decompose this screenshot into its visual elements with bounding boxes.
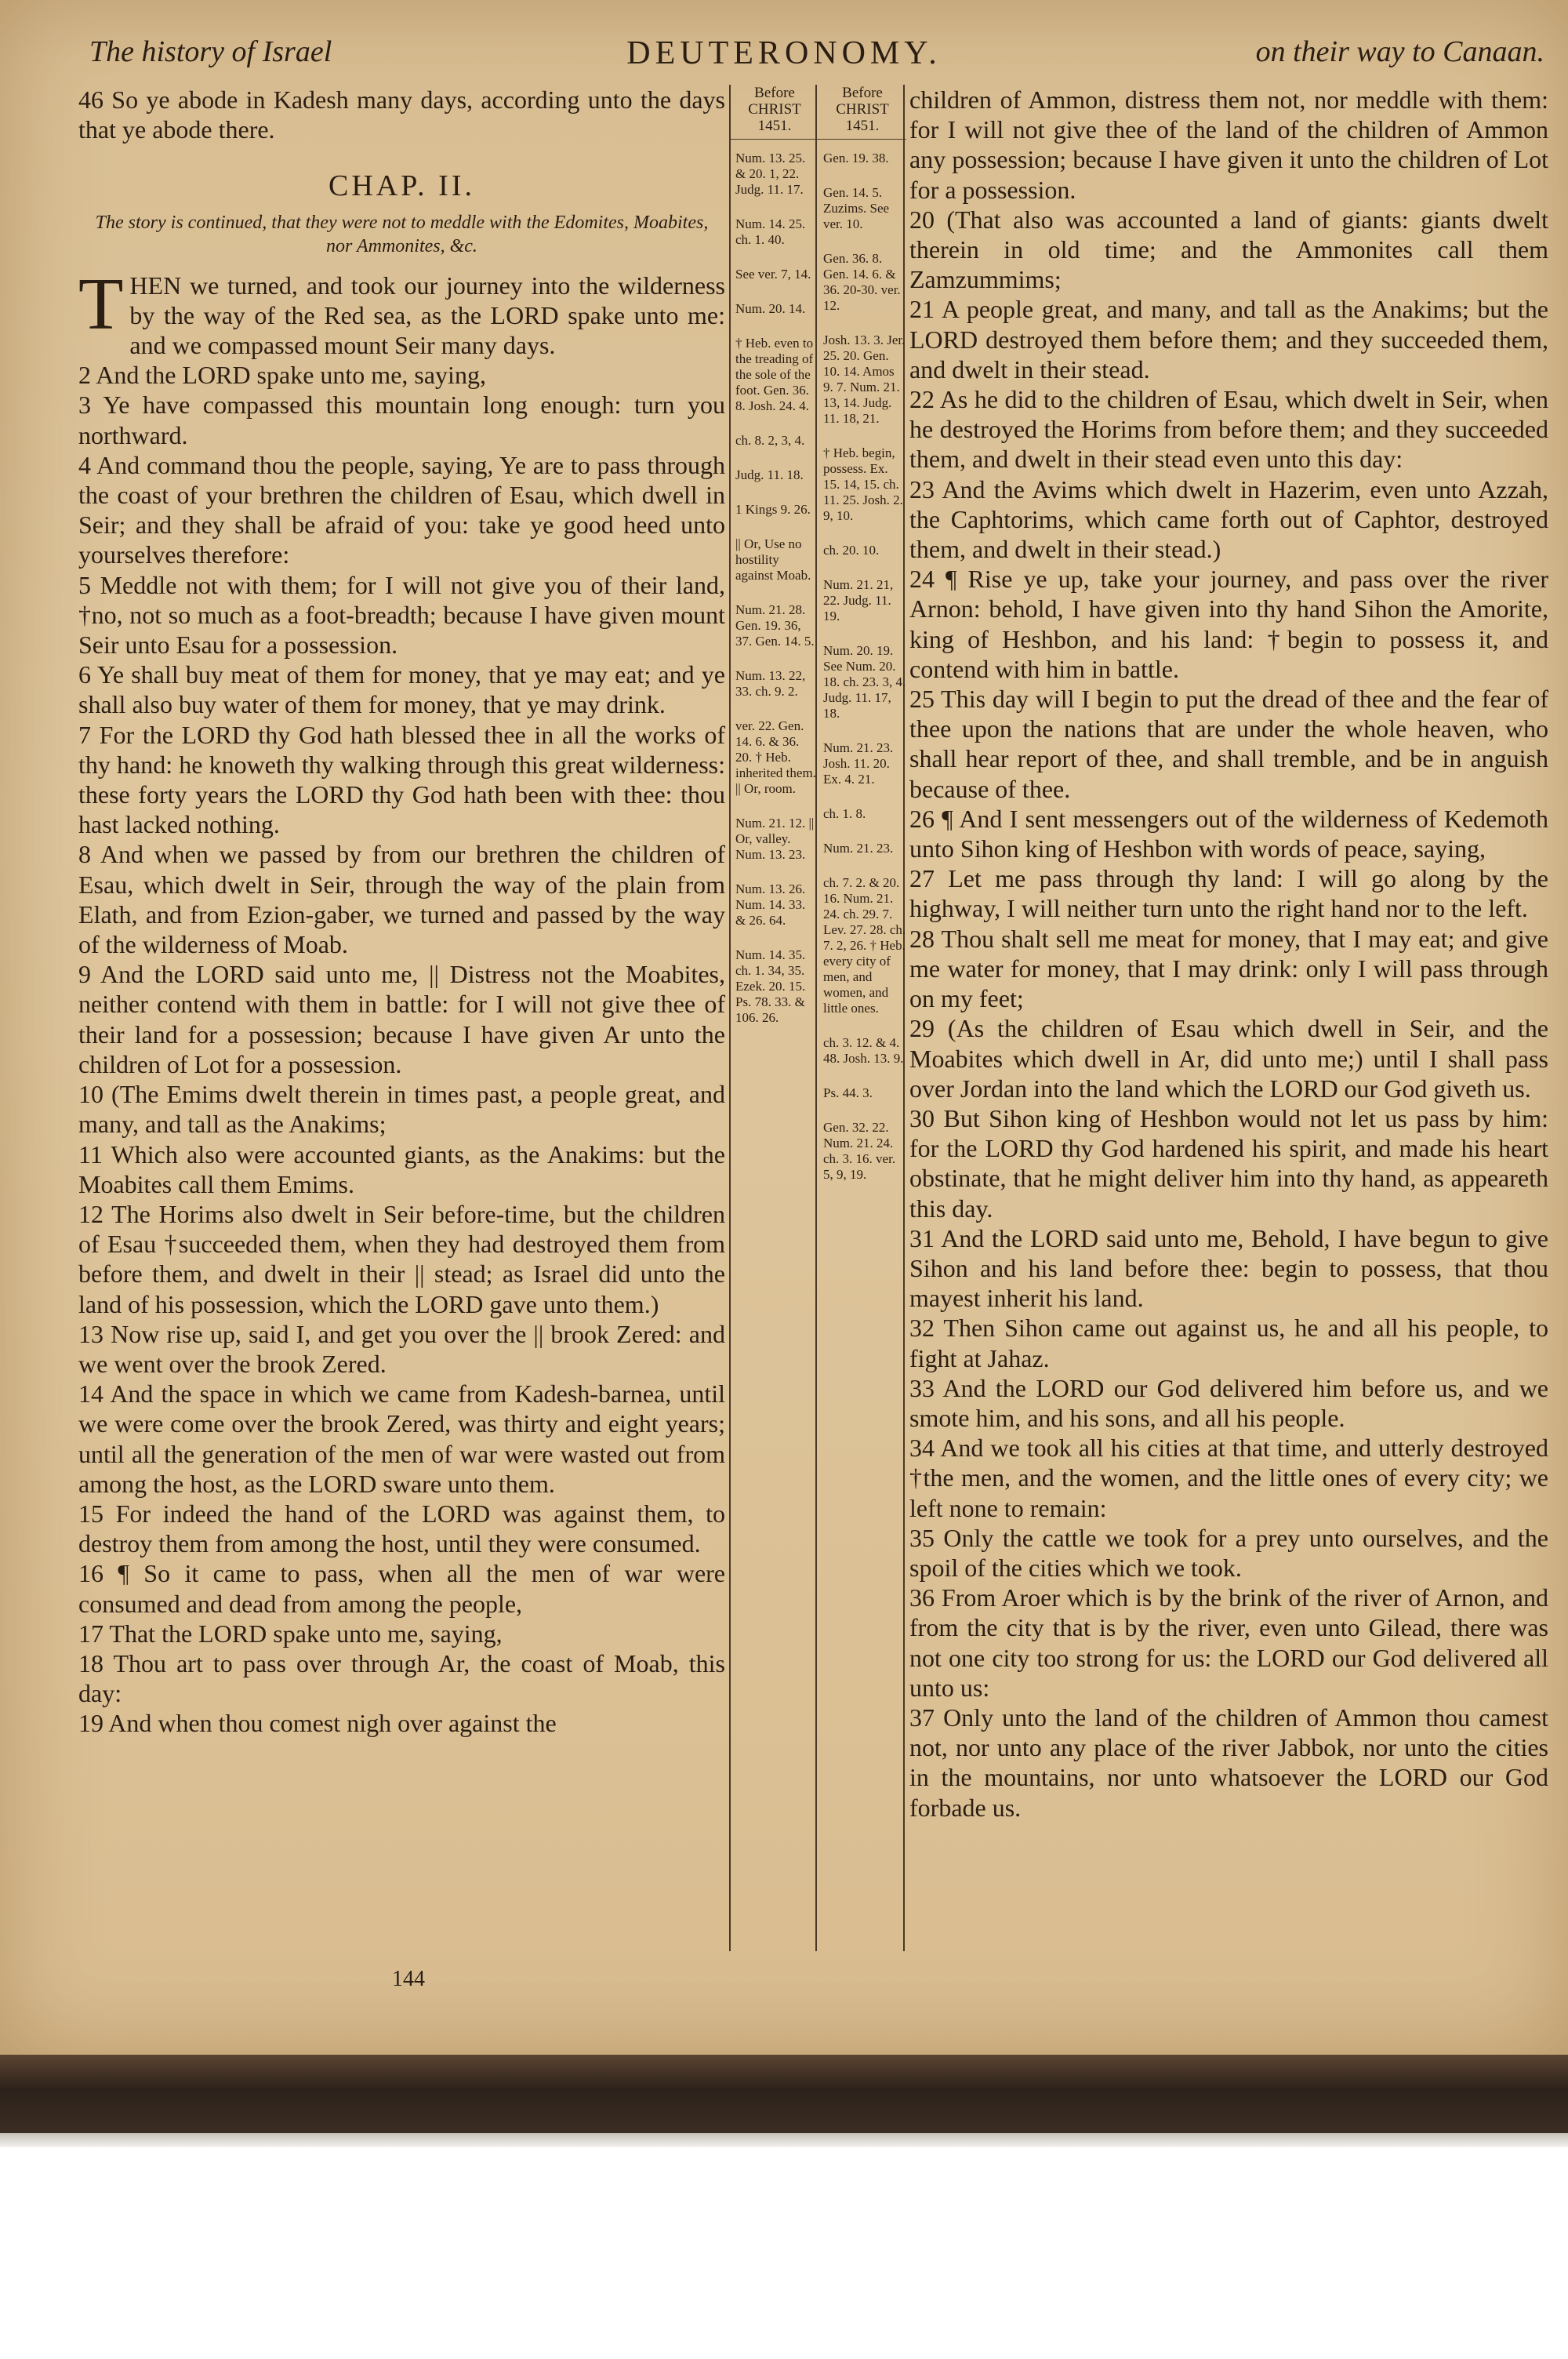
verse: 16 ¶ So it came to pass, when all the men of war were consumed and dead from among the people,	[78, 1559, 725, 1618]
verse: 37 Only unto the land of the children of Ammon thou camest not, nor unto any place of the river Jabbok, nor unto the cities in the mountains, nor unto whatsoever the LORD our God forbade us.	[909, 1703, 1548, 1822]
margin-note: ch. 7. 2. & 20. 16. Num. 21. 24. ch. 29. 7. Lev. 27. 28. ch. 7. 2, 26. † Heb. every city of men, and women, and little ones.	[823, 875, 906, 1016]
margin-note: Num. 13. 22, 33. ch. 9. 2.	[735, 668, 806, 699]
margin-note: Num. 21. 23. Josh. 11. 20. Ex. 4. 21.	[823, 740, 894, 787]
margin-note: 1 Kings 9. 26.	[735, 502, 811, 517]
margin-note: Gen. 14. 5. Zuzims. See ver. 10.	[823, 185, 890, 231]
verse: 27 Let me pass through thy land: I will go along by the highway, I will neither turn unto the right hand nor to the left.	[909, 864, 1548, 923]
margin-note: Num. 21. 21, 22. Judg. 11. 19.	[823, 577, 894, 623]
verse: 29 (As the children of Esau which dwell in Seir, and the Moabites which dwell in Ar, did unto me;) until I shall pass over Jordan into the land which the LORD our God giveth us.	[909, 1014, 1548, 1103]
margin-note: Num. 21. 12. || Or, valley. Num. 13. 23.	[735, 816, 815, 862]
margin-note: Gen. 19. 38.	[823, 151, 889, 165]
margin-note: Gen. 32. 22. Num. 21. 24. ch. 3. 16. ver. 5, 9, 19.	[823, 1120, 896, 1182]
verse: 19 And when thou comest nigh over against the	[78, 1709, 557, 1738]
margin-note: || Or, Use no hostility against Moab.	[735, 536, 811, 583]
margin-note: See ver. 7, 14.	[735, 267, 811, 282]
margin-note: † Heb. even to the treading of the sole of the foot. Gen. 36. 8. Josh. 24. 4.	[735, 336, 814, 413]
header-left: The history of Israel	[89, 35, 332, 68]
verse: 12 The Horims also dwelt in Seir before-time, but the children of Esau †succeeded them, when they had destroyed them from before them, and dwelt in their || stead; as Israel did unto the land of his possession, which the LORD gave unto them.)	[78, 1199, 725, 1318]
verse: 2 And the LORD spake unto me, saying,	[78, 361, 486, 390]
verse: 32 Then Sihon came out against us, he and all his people, to fight at Jahaz.	[909, 1314, 1548, 1372]
margin-note: ch. 3. 12. & 4. 48. Josh. 13. 9.	[823, 1035, 904, 1066]
margin-note: ch. 8. 2, 3, 4.	[735, 433, 805, 448]
margin-note: Num. 21. 23.	[823, 841, 894, 856]
margin-note: Gen. 36. 8. Gen. 14. 6. & 36. 20-30. ver. 12.	[823, 251, 901, 313]
verse: 34 And we took all his cities at that time, and utterly destroyed †the men, and the women, and the little ones of every city; we left none to remain:	[909, 1434, 1548, 1522]
verse: 13 Now rise up, said I, and get you over the || brook Zered: and we went over the brook Zered.	[78, 1319, 725, 1378]
verse: 3 Ye have compassed this mountain long enough: turn you northward.	[78, 391, 725, 449]
margin-note: ver. 22. Gen. 14. 6. & 36. 20. † Heb. inherited them. || Or, room.	[735, 718, 816, 796]
verse-1-text: HEN we turned, and took our journey into the wilderness by the way of the Red sea, as the LORD spake unto me: and we compassed mount Seir many days.	[129, 271, 725, 360]
verse: 21 A people great, and many, and tall as the Anakims; but the LORD destroyed them before them; and they succeeded them, and dwelt in their stead.	[909, 295, 1548, 383]
margin-note: Num. 20. 19. See Num. 20. 18. ch. 23. 3, 4. Judg. 11. 17, 18.	[823, 643, 906, 721]
marginal-references-b	[818, 85, 906, 1201]
verse: 8 And when we passed by from our brethren the children of Esau, which dwelt in Seir, through the way of the plain from Elath, and from Ezion-gaber, we turned and passed by the way of the wilderness of Moab.	[78, 840, 725, 959]
verse: 18 Thou art to pass over through Ar, the coast of Moab, this day:	[78, 1648, 725, 1708]
marginal-references-a	[731, 85, 818, 1045]
margin-note: Num. 21. 28. Gen. 19. 36, 37. Gen. 14. 5.	[735, 602, 815, 649]
verse-1	[78, 263, 725, 361]
page-number: 144	[392, 1967, 425, 1991]
verse: 30 But Sihon king of Heshbon would not let us pass by him: for the LORD thy God hardened his spirit, and made his heart obstinate, that he might deliver him into thy hand, as appeareth this day.	[909, 1103, 1548, 1223]
margin-note: Num. 20. 14.	[735, 301, 806, 316]
verse: 15 For indeed the hand of the LORD was against them, to destroy them from among the host, until they were consumed.	[78, 1499, 725, 1558]
verse: 5 Meddle not with them; for I will not give you of their land, †no, not so much as a foot-breadth; because I have given mount Seir unto Esau for a possession.	[78, 570, 725, 660]
verse: 46 So ye abode in Kadesh many days, according unto the days that ye abode there.	[78, 85, 725, 144]
verse: 31 And the LORD said unto me, Behold, I have begun to give Sihon and his land before thee: begin to possess, that thou mayest inherit his land.	[909, 1223, 1548, 1313]
margin-note: † Heb. begin, possess. Ex. 15. 14, 15. ch. 11. 25. Josh. 2. 9, 10.	[823, 445, 903, 523]
verse: 25 This day will I begin to put the dread of thee and the fear of thee upon the nations that are under the whole heaven, who shall hear report of thee, and shall tremble, and be in anguish because of thee.	[909, 685, 1548, 803]
verse: 24 ¶ Rise ye up, take your journey, and pass over the river Arnon: behold, I have given into thy hand Sihon the Amorite, king of Heshbon, and his land: †begin to possess it, and contend with him in battle.	[909, 565, 1548, 683]
verse: children of Ammon, distress them not, nor meddle with them: for I will not give thee of the land of the children of Ammon any possession; because I have given it unto the children of Lot for a possession.	[909, 85, 1548, 204]
right-text-column	[909, 85, 1548, 1823]
running-header	[0, 35, 1568, 82]
chapter-title: CHAP. II.	[328, 169, 475, 203]
verse: 33 And the LORD our God delivered him before us, and we smote him, and his sons, and all his people.	[909, 1373, 1548, 1432]
verse: 11 Which also were accounted giants, as the Anakims: but the Moabites call them Emims.	[78, 1140, 725, 1198]
verse: 26 ¶ And I sent messengers out of the wilderness of Kedemoth unto Sihon king of Heshbon with words of peace, saying,	[909, 804, 1548, 863]
verse: 4 And command thou the people, saying, Ye are to pass through the coast of your brethren the children of Esau, which dwell in Seir; and they shall be afraid of you: take ye good heed unto yourselves therefore:	[78, 450, 725, 569]
margin-note: ch. 1. 8.	[823, 806, 866, 821]
margin-note: Josh. 13. 3. Jer. 25. 20. Gen. 10. 14. Amos 9. 7. Num. 21. 13, 14. Judg. 11. 18, 21.	[823, 333, 906, 426]
book-binding-edge	[0, 2055, 1568, 2133]
verse: 6 Ye shall buy meat of them for money, that ye may eat; and ye shall also buy water of them for money, that ye may drink.	[78, 660, 725, 719]
before-christ-date: Before CHRIST 1451.	[818, 85, 906, 140]
margin-note: Num. 14. 25. ch. 1. 40.	[735, 216, 806, 247]
verse: 28 Thou shalt sell me meat for money, that I may eat; and give me water for money, that I may drink: only I will pass through on my feet;	[909, 924, 1548, 1013]
verse: 14 And the space in which we came from Kadesh-barnea, until we were come over the brook Zered, was thirty and eight years; until all the generation of the men of war were wasted out from among the host, as the LORD sware unto them.	[78, 1379, 725, 1498]
verse: 7 For the LORD thy God hath blessed thee in all the works of thy hand: he knoweth thy walking through this great wilderness: these forty years the LORD thy God hath been with thee: thou hast lacked nothing.	[78, 720, 725, 839]
before-christ-date: Before CHRIST 1451.	[731, 85, 818, 140]
header-book-title: DEUTERONOMY.	[626, 35, 942, 71]
verse: 35 Only the cattle we took for a prey unto ourselves, and the spoil of the cities which we took.	[909, 1523, 1548, 1582]
margin-note: Num. 14. 35. ch. 1. 34, 35. Ezek. 20. 15. Ps. 78. 33. & 106. 26.	[735, 947, 806, 1025]
margin-note: Judg. 11. 18.	[735, 467, 804, 482]
margin-note: Num. 13. 25. & 20. 1, 22. Judg. 11. 17.	[735, 151, 806, 197]
chapter-summary: The story is continued, that they were not to meddle with the Edomites, Moabites, nor Ammonites, &c.	[95, 212, 709, 256]
header-right: on their way to Canaan.	[1255, 35, 1544, 68]
margin-note: Ps. 44. 3.	[823, 1085, 873, 1100]
verse: 23 And the Avims which dwelt in Hazerim, even unto Azzah, the Caphtorims, which came forth out of Caphtor, destroyed them, and dwelt in their stead.)	[909, 474, 1548, 564]
verse: 20 (That also was accounted a land of giants: giants dwelt therein in old time; and the Ammonites call them Zamzummims;	[909, 205, 1548, 294]
margin-note: Num. 13. 26. Num. 14. 33. & 26. 64.	[735, 881, 806, 928]
verse: 9 And the LORD said unto me, || Distress not the Moabites, neither contend with them in battle: for I will not give thee of their land for a possession; because I have given Ar unto the children of Lot for a possession.	[78, 960, 725, 1078]
verse: 36 From Aroer which is by the brink of the river of Arnon, and from the city that is by the river, even unto Gilead, there was not one city too strong for us: the LORD our God delivered all unto us:	[909, 1583, 1548, 1702]
margin-note: ch. 20. 10.	[823, 543, 880, 558]
drop-cap: T	[78, 263, 124, 345]
verse: 22 As he did to the children of Esau, which dwelt in Seir, when he destroyed the Horims from before them; and they succeeded them, and dwelt in their stead even unto this day:	[909, 385, 1548, 474]
left-text-column	[78, 85, 725, 1739]
binding-shadow	[0, 2133, 1568, 2147]
verse: 17 That the LORD spake unto me, saying,	[78, 1619, 503, 1648]
verse: 10 (The Emims dwelt therein in times past, a people great, and many, and tall as the Anakims;	[78, 1080, 725, 1139]
